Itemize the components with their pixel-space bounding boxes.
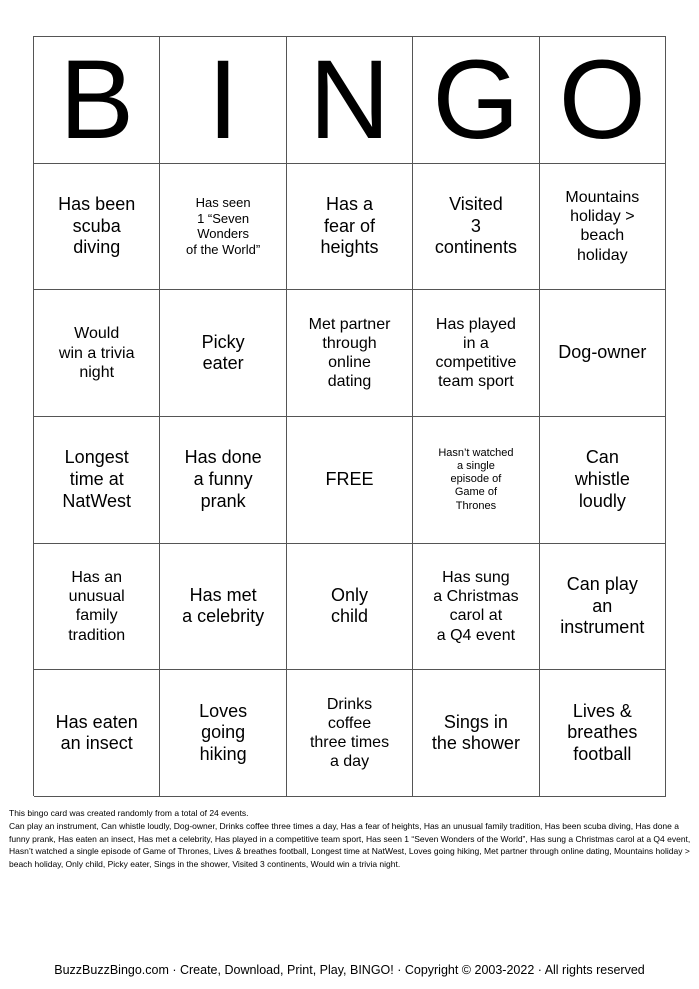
bingo-cell-text: Would win a trivia night: [58, 325, 135, 381]
bingo-cell[interactable]: [160, 544, 286, 671]
bingo-cell-text: Can whistle loudly: [574, 447, 630, 511]
bingo-cell-text: Met partner through online dating: [308, 315, 391, 391]
bingo-cell-text: Longest time at NatWest: [62, 447, 132, 511]
header-letter-n: N: [287, 37, 413, 164]
header-letter-o: O: [540, 37, 666, 164]
header-letter-i: I: [160, 37, 286, 164]
grid-row: [34, 670, 666, 797]
bingo-cell-text: Has played in a competitive team sport: [435, 315, 517, 391]
bingo-cell[interactable]: [540, 670, 666, 797]
bingo-cell[interactable]: [413, 417, 539, 544]
grid-row: [34, 544, 666, 671]
bingo-cell[interactable]: [34, 417, 160, 544]
header-row: [34, 37, 666, 164]
bingo-cell[interactable]: [287, 417, 413, 544]
bingo-cell[interactable]: [287, 164, 413, 291]
bingo-cell-text: Dog-owner: [558, 342, 647, 363]
bingo-cell[interactable]: [34, 290, 160, 417]
card-description: This bingo card was created randomly from a total of 24 events. Can play an instrument, Can whistle loudly, Dog-owner, Drinks coffee three times a day, Has a fear of heights, Has an unusual family tradition, Has been scuba diving, Has done a funny prank, Has eaten an insect, Has met a celebrity, Has played in a competitive team sport, Has seen 1 “Seven Wonders of the World”, Has sung a Christmas carol at a Q4 event, Hasn’t watched a single episode of Game of Thrones, Lives & breathes football, Longest time at NatWest, Loves going hiking, Met partner through online dating, Mountains holiday > beach holiday, Only child, Picky eater, Sings in the shower, Visited 3 continents, Would win a trivia night.: [9, 808, 691, 869]
bingo-cell[interactable]: [413, 670, 539, 797]
footer-copyright: BuzzBuzzBingo.com · Create, Download, Print, Play, BINGO! · Copyright © 2003-2022 · All rights reserved: [54, 963, 645, 977]
bingo-cell[interactable]: [160, 290, 286, 417]
bingo-cell[interactable]: [160, 670, 286, 797]
bingo-grid: [34, 164, 666, 797]
bingo-cell-text: Hasn’t watched a single episode of Game of Thrones: [438, 446, 514, 512]
bingo-cell-text: Sings in the shower: [431, 711, 520, 754]
bingo-cell[interactable]: [160, 417, 286, 544]
bingo-cell-text: Has met a celebrity: [182, 584, 265, 627]
bingo-cell-text: Has an unusual family tradition: [68, 569, 126, 644]
grid-row: [34, 290, 666, 417]
header-letter-g: G: [413, 37, 539, 164]
bingo-cell-text: Visited 3 continents: [434, 194, 517, 258]
bingo-cell[interactable]: [34, 670, 160, 797]
bingo-cell[interactable]: [34, 164, 160, 291]
bingo-cell[interactable]: [540, 544, 666, 671]
bingo-cell[interactable]: [160, 164, 286, 291]
bingo-card: [33, 36, 666, 796]
header-letter-b: B: [34, 37, 160, 164]
bingo-cell-text: Has seen 1 “Seven Wonders of the World”: [186, 195, 261, 258]
bingo-cell-text: Only child: [331, 584, 369, 627]
bingo-cell[interactable]: [413, 164, 539, 291]
bingo-cell[interactable]: [287, 544, 413, 671]
bingo-cell[interactable]: [413, 544, 539, 671]
bingo-cell-text: Has a fear of heights: [320, 194, 379, 258]
bingo-cell-text: Loves going hiking: [199, 700, 248, 764]
bingo-cell-text: Has eaten an insect: [55, 711, 138, 754]
bingo-cell[interactable]: [540, 164, 666, 291]
bingo-cell[interactable]: [540, 290, 666, 417]
bingo-cell-text: Has done a funny prank: [184, 447, 262, 511]
bingo-cell-text: Can play an instrument: [560, 574, 645, 638]
bingo-cell-text: Mountains holiday > beach holiday: [565, 189, 640, 264]
bingo-cell[interactable]: [413, 290, 539, 417]
bingo-cell[interactable]: [540, 417, 666, 544]
bingo-cell[interactable]: [287, 670, 413, 797]
grid-row: [34, 417, 666, 544]
bingo-cell-text: FREE: [325, 469, 374, 489]
bingo-cell[interactable]: [287, 290, 413, 417]
bingo-cell-text: Has been scuba diving: [58, 194, 136, 258]
bingo-cell-text: Drinks coffee three times a day: [309, 695, 390, 771]
bingo-cell-text: Picky eater: [201, 331, 245, 374]
bingo-cell-text: Lives & breathes football: [567, 700, 638, 764]
bingo-cell-text: Has sung a Christmas carol at a Q4 event: [433, 569, 519, 644]
grid-row: [34, 164, 666, 291]
bingo-cell[interactable]: [34, 544, 160, 671]
